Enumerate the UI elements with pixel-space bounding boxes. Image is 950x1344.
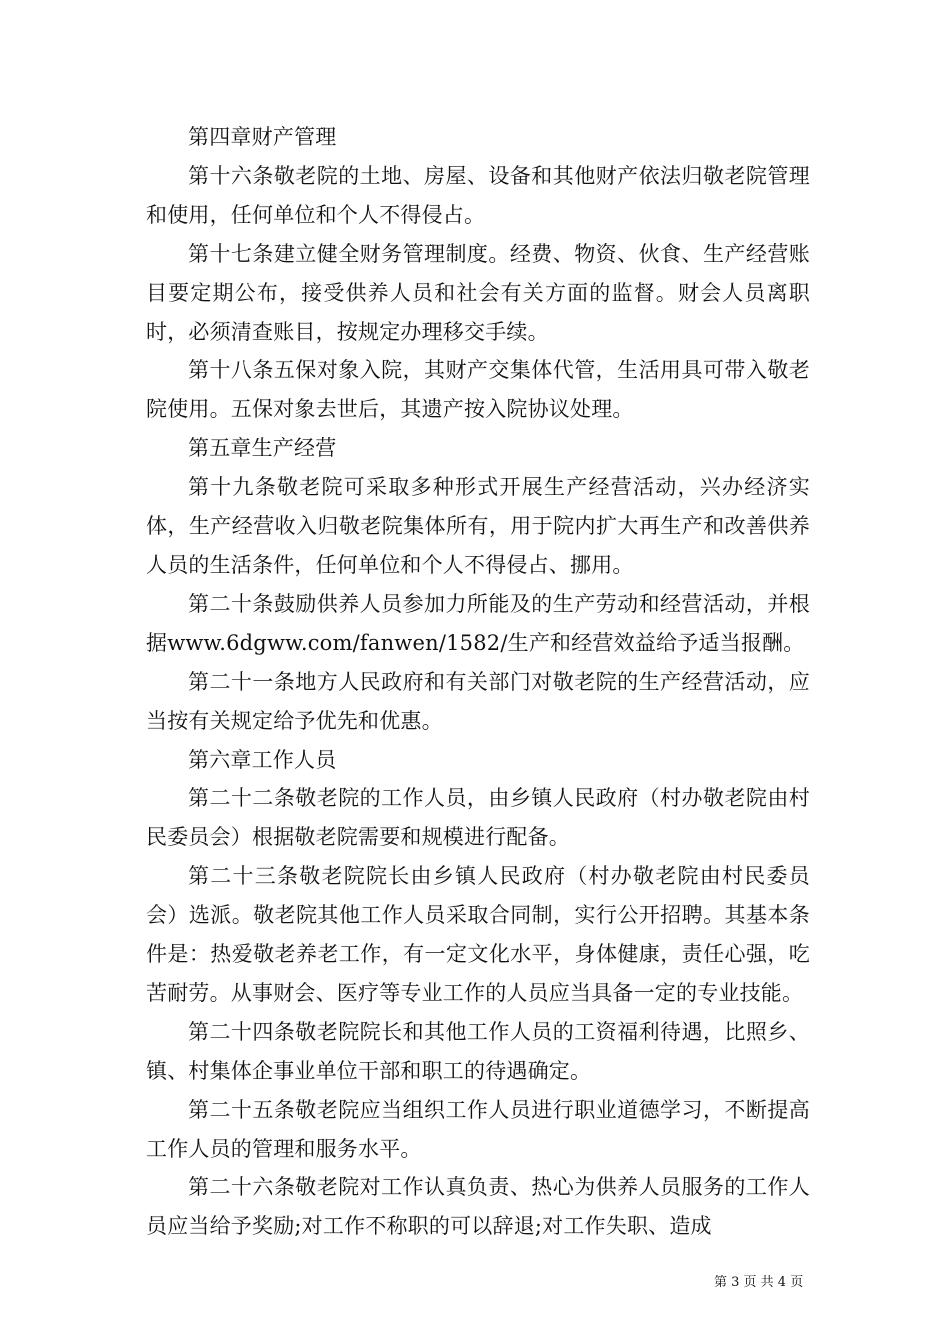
- article-paragraph: 第十六条敬老院的土地、房屋、设备和其他财产依法归敬老院管理和使用，任何单位和个人不得侵占。: [146, 163, 810, 227]
- article-paragraph: 第十七条建立健全财务管理制度。经费、物资、伙食、生产经营账目要定期公布，接受供养人员和社会有关方面的监督。财会人员离职时，必须清查账目，按规定办理移交手续。: [146, 241, 810, 344]
- page-footer: [714, 1275, 803, 1291]
- article-paragraph: 第二十三条敬老院院长由乡镇人民政府（村办敬老院由村民委员会）选派。敬老院其他工作人员采取合同制，实行公开招聘。其基本条件是：热爱敬老养老工作，有一定文化水平，身体健康，责任心强，吃苦耐劳。从事财会、医疗等专业工作的人员应当具备一定的专业技能。: [146, 864, 810, 1005]
- article-paragraph: 第十八条五保对象入院，其财产交集体代管，生活用具可带入敬老院使用。五保对象去世后，其遗产按入院协议处理。: [146, 358, 810, 422]
- article-paragraph: 第二十二条敬老院的工作人员，由乡镇人民政府（村办敬老院由村民委员会）根据敬老院需要和规模进行配备。: [146, 786, 810, 850]
- document-body: [146, 118, 810, 1246]
- chapter-heading: 第五章生产经营: [188, 436, 337, 461]
- article-paragraph: 第二十条鼓励供养人员参加力所能及的生产劳动和经营活动，并根据www.6dgww.com/fanwen/1582/生产和经营效益给予适当报酬。: [146, 591, 810, 655]
- chapter-heading: 第四章财产管理: [188, 125, 337, 149]
- article-paragraph: 第十九条敬老院可采取多种形式开展生产经营活动，兴办经济实体，生产经营收入归敬老院集体所有，用于院内扩大再生产和改善供养人员的生活条件，任何单位和个人不得侵占、挪用。: [146, 475, 810, 577]
- article-paragraph: 第二十一条地方人民政府和有关部门对敬老院的生产经营活动，应当按有关规定给予优先和优惠。: [146, 669, 810, 733]
- page-number-label: 第 3 页 共 4 页: [714, 1275, 804, 1290]
- article-paragraph: 第二十五条敬老院应当组织工作人员进行职业道德学习，不断提高工作人员的管理和服务水平。: [146, 1097, 810, 1161]
- chapter-heading: 第六章工作人员: [188, 747, 337, 772]
- article-paragraph: 第二十六条敬老院对工作认真负责、热心为供养人员服务的工作人员应当给予奖励;对工作不称职的可以辞退;对工作失职、造成: [146, 1175, 810, 1239]
- article-paragraph: 第二十四条敬老院院长和其他工作人员的工资福利待遇，比照乡、镇、村集体企事业单位干部和职工的待遇确定。: [146, 1019, 810, 1083]
